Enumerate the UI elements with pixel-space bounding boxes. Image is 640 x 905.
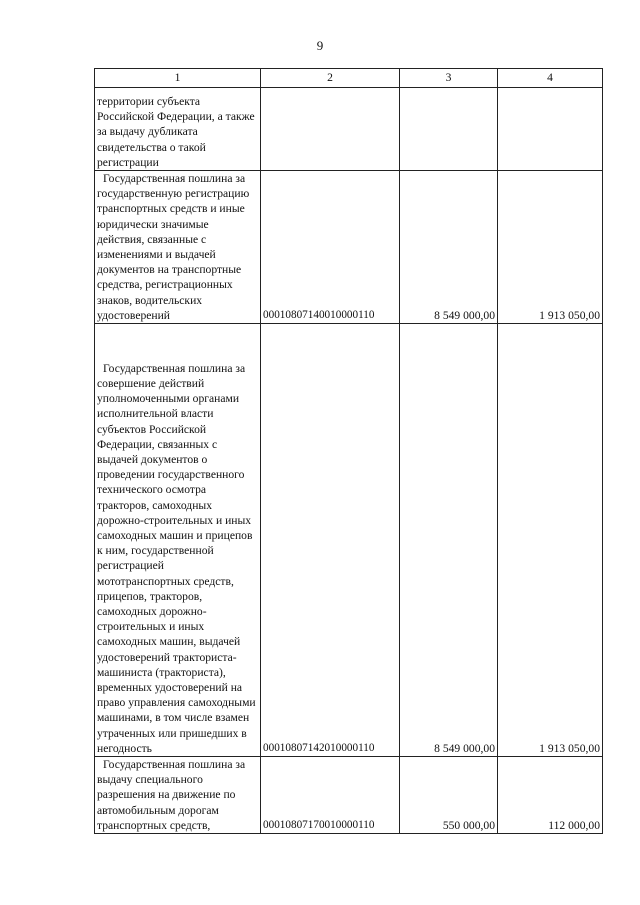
row-value-3: 8 549 000,00 [400, 171, 498, 324]
row-value-4 [498, 88, 603, 171]
row-value-3 [400, 88, 498, 171]
page-number: 9 [316, 38, 324, 53]
row-code [261, 88, 400, 171]
table-row [95, 324, 603, 757]
budget-table [94, 68, 603, 834]
row-value-4: 1 913 050,00 [498, 324, 603, 757]
column-header-2: 2 [261, 69, 400, 88]
row-value-4: 1 913 050,00 [498, 171, 603, 324]
row-description: Государственная пошлина за выдачу специального разрешения на движение по автомобильным дорогам транспортных средств, [95, 757, 261, 834]
row-value-3: 550 000,00 [400, 757, 498, 834]
row-code: 00010807140010000110 [261, 171, 400, 324]
column-header-4: 4 [498, 69, 603, 88]
table-row [95, 88, 603, 171]
column-header-3: 3 [400, 69, 498, 88]
row-code: 00010807142010000110 [261, 324, 400, 757]
table-header-row [95, 69, 603, 88]
row-description: Государственная пошлина за совершение действий уполномоченными органами исполнительной власти субъектов Российской Федерации, связанных с выдачей документов о проведении государственного технического осмотра тракторов, самоходных дорожно-строительных и иных самоходных машин и прицепов к ним, государственной регистрацией мототранспортных средств, прицепов, тракторов, самоходных дорожно-строительных и иных самоходных машин, выдачей удостоверений тракториста-машиниста (тракториста), временных удостоверений на право управления самоходными машинами, в том числе взамен утраченных или пришедших в негодность [95, 324, 261, 757]
table-row [95, 171, 603, 324]
row-value-4: 112 000,00 [498, 757, 603, 834]
row-description: территории субъекта Российской Федерации, а также за выдачу дубликата свидетельства о такой регистрации [95, 88, 261, 171]
table-row [95, 757, 603, 834]
row-value-3: 8 549 000,00 [400, 324, 498, 757]
column-header-1: 1 [95, 69, 261, 88]
row-description: Государственная пошлина за государственную регистрацию транспортных средств и иные юридически значимые действия, связанные с изменениями и выдачей документов на транспортные средства, регистрационных знаков, водительских удостоверений [95, 171, 261, 324]
row-code: 00010807170010000110 [261, 757, 400, 834]
